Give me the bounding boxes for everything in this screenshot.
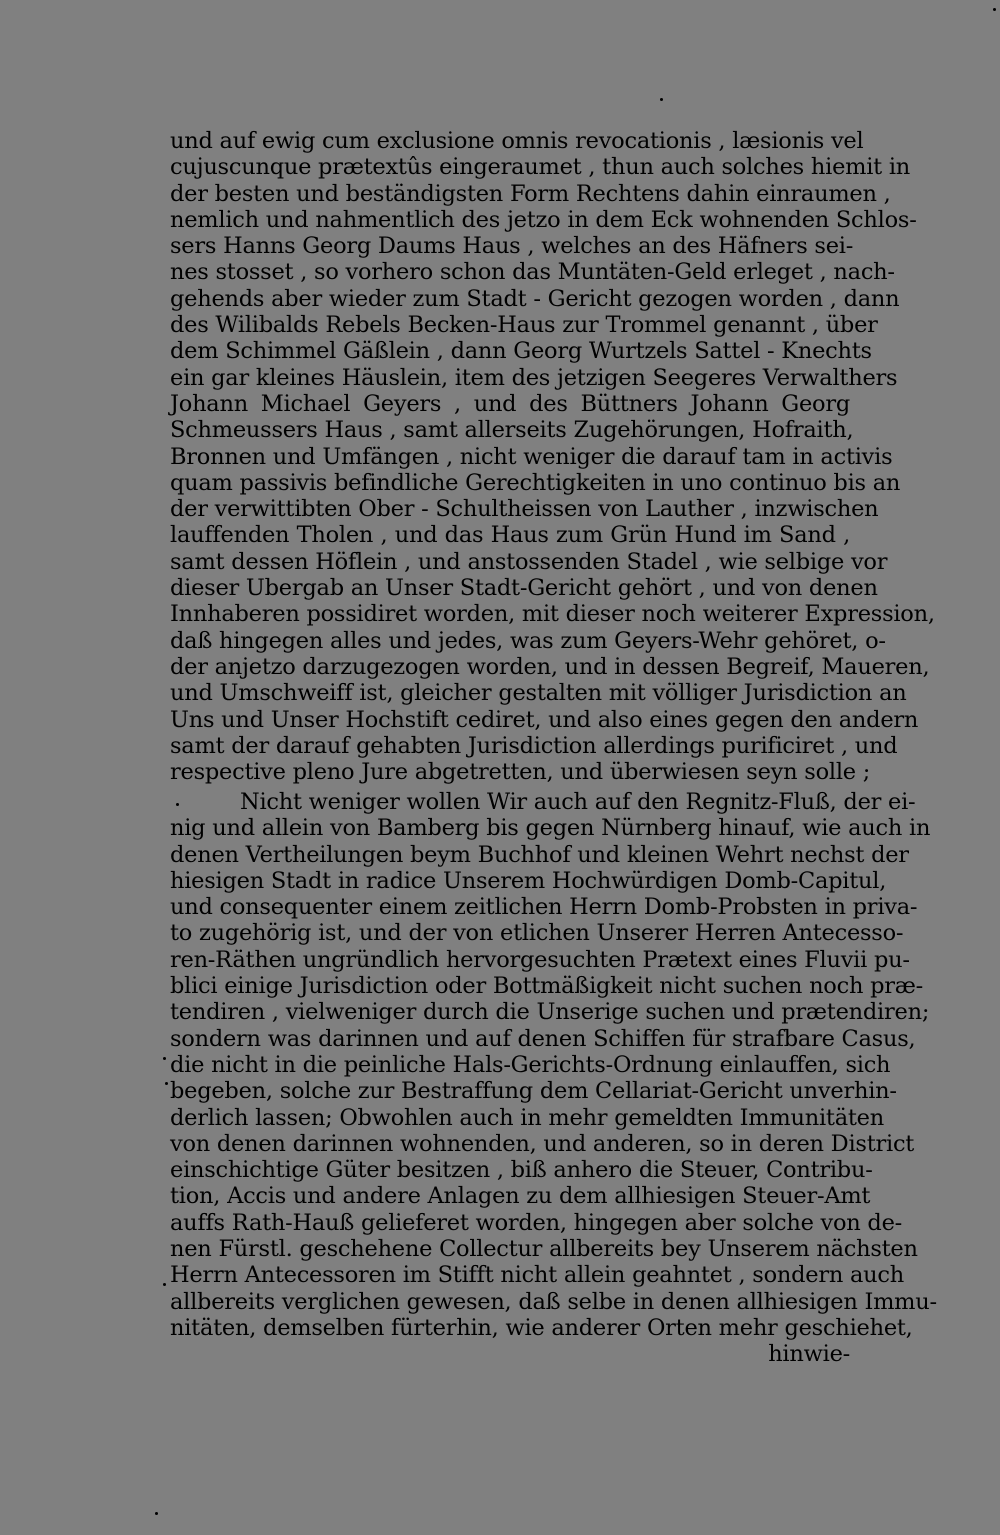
text-line: respective pleno Jure abgetretten, und überwiesen seyn solle ; [170, 759, 871, 786]
text-line: denen Vertheilungen beym Buchhof und kleinen Wehrt nechst der [170, 841, 909, 868]
text-line: allbereits verglichen gewesen, daß selbe in denen allhiesigen Immu- [170, 1288, 937, 1315]
text-line: sondern was darinnen und auf denen Schiffen für strafbare Casus, [170, 1025, 916, 1052]
text-line: quam passivis befindliche Gerechtigkeiten in uno continuo bis an [170, 469, 901, 496]
text-line: der besten und beständigsten Form Rechtens dahin einraumen , [170, 180, 891, 207]
text-line: nen Fürstl. geschehene Collectur allbereits bey Unserem nächsten [170, 1236, 918, 1263]
text-line: der verwittibten Ober - Schultheissen von Lauther , inzwischen [170, 496, 879, 523]
paragraph-1 [170, 128, 935, 786]
paragraph-2 [170, 789, 937, 1368]
text-line: blici einige Jurisdiction oder Bottmäßigkeit nicht suchen noch præ- [170, 973, 924, 1000]
text-line: to zugehörig ist, und der von etlichen Unserer Herren Antecesso- [170, 920, 904, 947]
text-line: tendiren , vielweniger durch die Unserige suchen und prætendiren; [170, 999, 930, 1026]
print-speck [165, 1082, 168, 1085]
text-line: sers Hanns Georg Daums Haus , welches an des Häfners sei- [170, 233, 854, 260]
text-line: ren-Räthen ungründlich hervorgesuchten Prætext eines Fluvii pu- [170, 946, 910, 973]
print-speck [163, 1057, 166, 1060]
text-line: Uns und Unser Hochstift cediret, und also eines gegen den andern [170, 706, 919, 733]
text-line: nig und allein von Bamberg bis gegen Nürnberg hinauf, wie auch in [170, 815, 931, 842]
print-speck [660, 98, 663, 101]
text-line: und auf ewig cum exclusione omnis revocationis , læsionis vel [170, 128, 864, 154]
text-line: Schmeussers Haus , samt allerseits Zugehörungen, Hofraith, [170, 417, 854, 444]
text-line: daß hingegen alles und jedes, was zum Geyers-Wehr gehöret, o- [170, 627, 886, 654]
text-line: der anjetzo darzugezogen worden, und in dessen Begreif, Maueren, [170, 653, 930, 680]
text-line: samt dessen Höflein , und anstossenden Stadel , wie selbige vor [170, 548, 888, 575]
text-line: begeben, solche zur Bestraffung dem Cellariat-Gericht unverhin- [170, 1078, 897, 1105]
text-line: Johann Michael Geyers , und des Büttners Johann Georg [170, 390, 850, 417]
text-line: Herrn Antecessoren im Stifft nicht allein geahntet , sondern auch [170, 1262, 904, 1289]
text-line: Bronnen und Umfängen , nicht weniger die darauf tam in activis [170, 443, 893, 470]
text-line: nitäten, demselben fürterhin, wie anderer Orten mehr geschiehet, [170, 1314, 913, 1341]
text-line: tion, Accis und andere Anlagen zu dem allhiesigen Steuer-Amt [170, 1183, 871, 1210]
text-line: einschichtige Güter besitzen , biß anhero die Steuer, Contribu- [170, 1157, 873, 1184]
print-speck [993, 8, 996, 11]
text-line: und Umschweiff ist, gleicher gestalten mit völliger Jurisdiction an [170, 680, 907, 707]
text-line: cujuscunque prætextûs eingeraumet , thun auch solches hiemit in [170, 154, 911, 181]
catchword: hinwie- [768, 1341, 850, 1368]
text-line: samt der darauf gehabten Jurisdiction allerdings purificiret , und [170, 732, 898, 759]
text-line: hiesigen Stadt in radice Unserem Hochwürdigen Domb-Capitul, [170, 867, 887, 894]
text-line: des Wilibalds Rebels Becken-Haus zur Trommel genannt , über [170, 312, 878, 339]
text-line: Nicht weniger wollen Wir auch auf den Regnitz-Fluß, der ei- [240, 789, 916, 815]
print-speck [176, 803, 179, 806]
text-line: dem Schimmel Gäßlein , dann Georg Wurtzels Sattel - Knechts [170, 338, 872, 365]
text-line: und consequenter einem zeitlichen Herrn Domb-Probsten in priva- [170, 894, 918, 921]
text-line: die nicht in die peinliche Hals-Gerichts-Ordnung einlauffen, sich [170, 1051, 891, 1078]
text-line: gehends aber wieder zum Stadt - Gericht gezogen worden , dann [170, 285, 900, 312]
text-line: lauffenden Tholen , und das Haus zum Grün Hund im Sand , [170, 522, 850, 549]
text-line: Innhaberen possidiret worden, mit dieser noch weiterer Expression, [170, 601, 935, 628]
text-line: dieser Ubergab an Unser Stadt-Gericht gehört , und von denen [170, 575, 878, 602]
text-line: von denen darinnen wohnenden, und anderen, so in deren District [170, 1130, 915, 1157]
text-line: nemlich und nahmentlich des jetzo in dem Eck wohnenden Schlos- [170, 206, 917, 233]
print-speck [155, 1512, 158, 1515]
text-line: nes stosset , so vorhero schon das Muntäten-Geld erleget , nach- [170, 259, 895, 286]
text-line: auffs Rath-Hauß gelieferet worden, hingegen aber solche von de- [170, 1209, 903, 1236]
print-speck [163, 1283, 166, 1286]
text-line: ein gar kleines Häuslein, item des jetzigen Seegeres Verwalthers [170, 364, 898, 391]
text-line: derlich lassen; Obwohlen auch in mehr gemeldten Immunitäten [170, 1104, 884, 1131]
